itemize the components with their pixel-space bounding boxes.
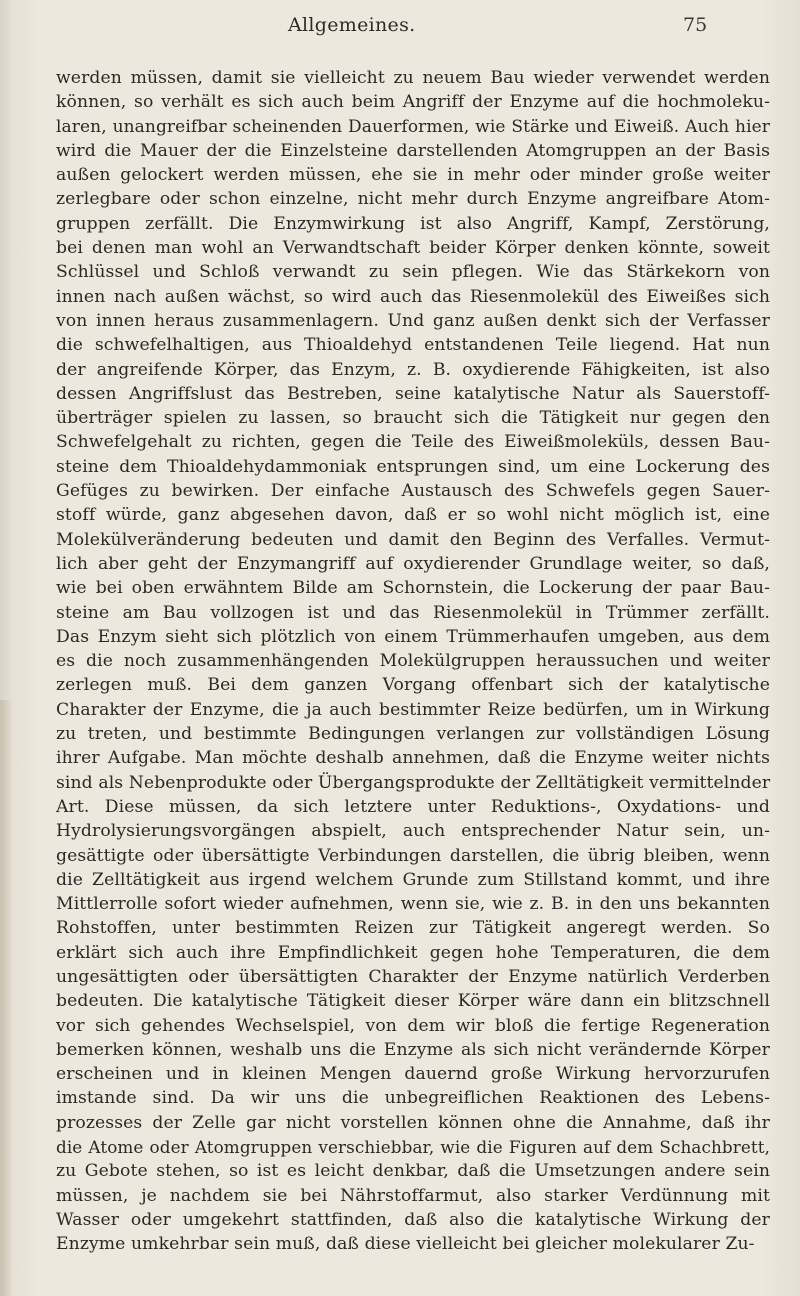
text-line: Das Enzym sieht sich plötzlich von einem Trümmerhaufen umgeben, aus dem xyxy=(56,626,770,647)
text-line: sind als Nebenprodukte oder Übergangsprodukte der Zelltätigkeit vermittelnder xyxy=(56,772,771,793)
text-line: Charakter der Enzyme, die ja auch bestimmter Reize bedürfen, um in Wirkung xyxy=(56,699,770,720)
text-line: Rohstoffen, unter bestimmten Reizen zur Tätigkeit angeregt werden. So xyxy=(56,918,770,939)
text-line: stoff würde, ganz abgesehen davon, daß er so wohl nicht möglich ist, eine xyxy=(56,505,770,526)
text-line: von innen heraus zusammenlagern. Und ganz außen denkt sich der Verfasser xyxy=(56,310,770,331)
text-line: ungesättigten oder übersättigten Charakter der Enzyme natürlich Verderben xyxy=(56,966,770,987)
text-line: bedeuten. Die katalytische Tätigkeit dieser Körper wäre dann ein blitzschnell xyxy=(56,991,770,1012)
text-line: prozesses der Zelle gar nicht vorstellen können ohne die Annahme, daß ihr xyxy=(56,1112,770,1133)
text-line: Schwefelgehalt zu richten, gegen die Teile des Eiweißmoleküls, dessen Bau- xyxy=(56,432,770,453)
text-line: Wasser oder umgekehrt stattfinden, daß also die katalytische Wirkung der xyxy=(56,1209,770,1230)
text-line: Mittlerrolle sofort wieder aufnehmen, wenn sie, wie z. B. in den uns bekannten xyxy=(56,894,770,915)
text-line: müssen, je nachdem sie bei Nährstoffarmut, also starker Verdünnung mit xyxy=(56,1185,770,1206)
text-line: vor sich gehendes Wechselspiel, von dem wir bloß die fertige Regeneration xyxy=(56,1015,770,1036)
text-line: zu treten, und bestimmte Bedingungen verlangen zur vollständigen Lösung xyxy=(56,724,770,745)
text-line: innen nach außen wächst, so wird auch das Riesenmolekül des Eiweißes sich xyxy=(56,286,770,307)
text-line: Enzyme umkehrbar sein muß, daß diese vielleicht bei gleicher molekularer Zu- xyxy=(56,1234,755,1255)
text-line: erklärt sich auch ihre Empfindlichkeit gegen hohe Temperaturen, die dem xyxy=(56,942,770,963)
text-line: bei denen man wohl an Verwandtschaft beider Körper denken könnte, soweit xyxy=(56,238,770,259)
text-line: überträger spielen zu lassen, so braucht sich die Tätigkeit nur gegen den xyxy=(56,408,770,429)
text-line: gruppen zerfällt. Die Enzymwirkung ist also Angriff, Kampf, Zerstörung, xyxy=(56,213,770,234)
text-line: gesättigte oder übersättigte Verbindungen darstellen, die übrig bleiben, wenn xyxy=(56,845,770,866)
text-line: Schlüssel und Schloß verwandt zu sein pflegen. Wie das Stärkekorn von xyxy=(56,262,770,283)
text-line: Hydrolysierungsvorgängen abspielt, auch entsprechender Natur sein, un- xyxy=(56,821,770,842)
text-line: dessen Angriffslust das Bestreben, seine katalytische Natur als Sauerstoff- xyxy=(56,383,770,404)
text-line: zerlegen muß. Bei dem ganzen Vorgang offenbart sich der katalytische xyxy=(56,675,770,696)
text-line: können, so verhält es sich auch beim Angriff der Enzyme auf die hochmoleku- xyxy=(56,92,770,113)
text-line: Art. Diese müssen, da sich letztere unter Reduktions-, Oxydations- und xyxy=(56,796,770,817)
text-line: der angreifende Körper, das Enzym, z. B. oxydierende Fähigkeiten, ist also xyxy=(56,359,770,380)
text-line: steine dem Thioaldehydammoniak entsprungen sind, um eine Lockerung des xyxy=(56,456,770,477)
text-line: erscheinen und in kleinen Mengen dauernd große Wirkung hervorzurufen xyxy=(56,1064,770,1085)
text-line: laren, unangreifbar scheinenden Dauerformen, wie Stärke und Eiweiß. Auch hier xyxy=(56,116,770,137)
text-line: Molekülveränderung bedeuten und damit den Beginn des Verfalles. Vermut- xyxy=(56,529,770,550)
text-line: wie bei oben erwähntem Bilde am Schornstein, die Lockerung der paar Bau- xyxy=(56,578,770,599)
text-line: Gefüges zu bewirken. Der einfache Austausch des Schwefels gegen Sauer- xyxy=(56,481,770,502)
text-line: werden müssen, damit sie vielleicht zu neuem Bau wieder verwendet werden xyxy=(56,68,770,88)
text-line: außen gelockert werden müssen, ehe sie in mehr oder minder große weiter xyxy=(56,165,770,186)
text-line: die Zelltätigkeit aus irgend welchem Grunde zum Stillstand kommt, und ihre xyxy=(56,869,770,890)
text-line: zerlegbare oder schon einzelne, nicht mehr durch Enzyme angreifbare Atom- xyxy=(56,189,770,210)
text-line: die Atome oder Atomgruppen verschiebbar, wie die Figuren auf dem Schachbrett, xyxy=(56,1137,770,1158)
page-number: 75 xyxy=(683,14,708,36)
page-gutter-shadow xyxy=(0,700,12,1296)
text-line: ihrer Aufgabe. Man möchte deshalb annehmen, daß die Enzyme weiter nichts xyxy=(56,748,770,769)
text-line: wird die Mauer der die Einzelsteine darstellenden Atomgruppen an der Basis xyxy=(56,140,770,161)
text-line: es die noch zusammenhängenden Molekülgruppen heraussuchen und weiter xyxy=(56,651,770,672)
page-header xyxy=(0,14,800,44)
text-line: bemerken können, weshalb uns die Enzyme als sich nicht verändernde Körper xyxy=(56,1039,770,1060)
text-line: imstande sind. Da wir uns die unbegreiflichen Reaktionen des Lebens- xyxy=(56,1088,770,1109)
body-text xyxy=(56,66,770,1257)
text-line: steine am Bau vollzogen ist und das Riesenmolekül in Trümmer zerfällt. xyxy=(56,602,770,623)
text-line: die schwefelhaltigen, aus Thioaldehyd entstandenen Teile liegend. Hat nun xyxy=(56,335,770,356)
running-head: Allgemeines. xyxy=(288,14,416,36)
text-line: lich aber geht der Enzymangriff auf oxydierender Grundlage weiter, so daß, xyxy=(56,553,770,574)
text-line: zu Gebote stehen, so ist es leicht denkbar, daß die Umsetzungen andere sein xyxy=(56,1161,770,1182)
